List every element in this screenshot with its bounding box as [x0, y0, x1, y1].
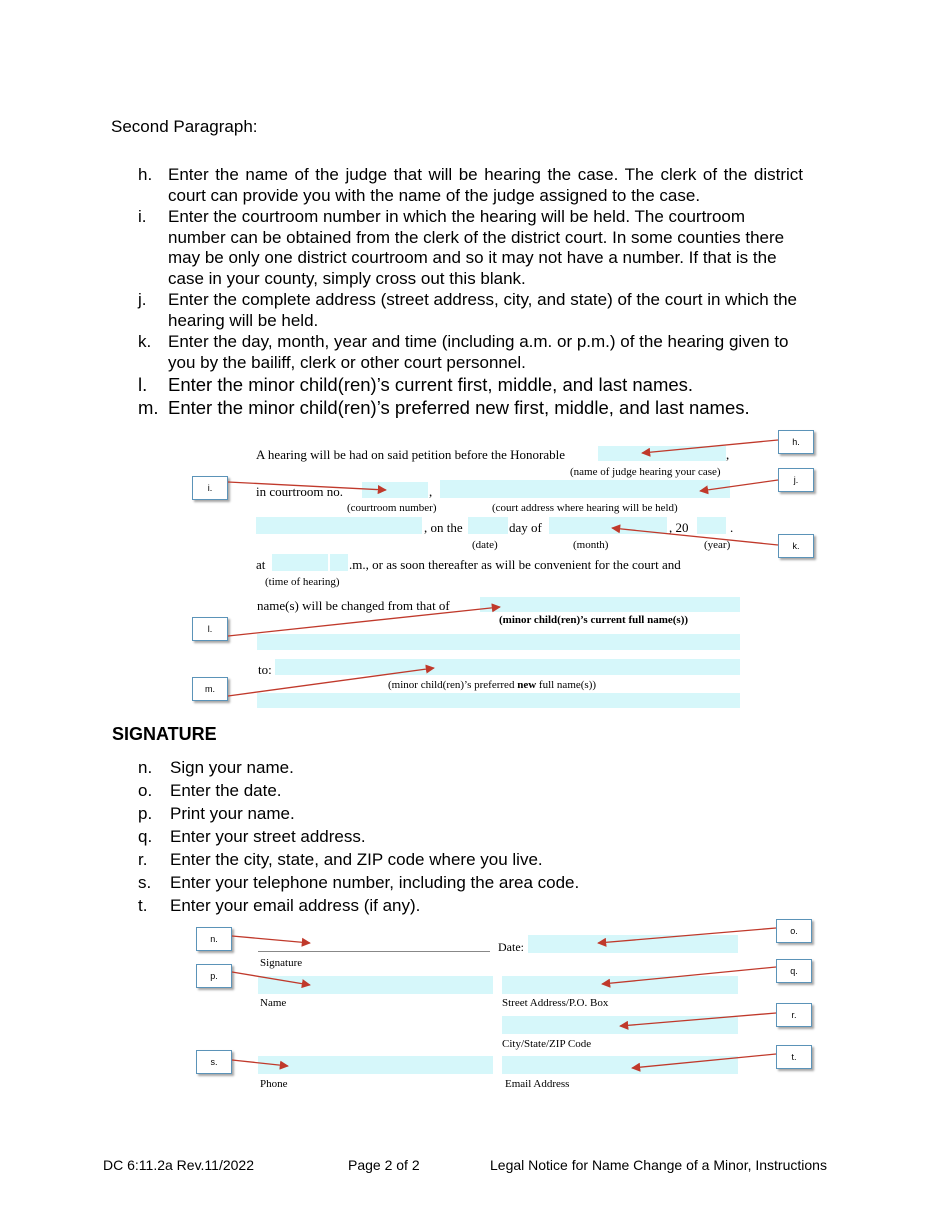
callout-k: k. [778, 534, 814, 558]
arrow-j [700, 480, 778, 491]
instruction-text: Enter the complete address (street address, city, and state) of the court in which the hearing will be held. [168, 290, 797, 330]
list-item: k. Enter the day, month, year and time (including a.m. or p.m.) of the hearing given to you by the bailiff, clerk or other court personnel. [138, 332, 789, 372]
callout-j: j. [778, 468, 814, 492]
judge-caption: (name of judge hearing your case) [570, 466, 721, 478]
list-item: l. Enter the minor child(ren)’s current first, middle, and last names. [138, 374, 694, 395]
list-item: j. Enter the complete address (street address, city, and state) of the court in which the hearing will be held. [138, 290, 797, 330]
instruction-text: Enter the minor child(ren)’s preferred new first, middle, and last names. [168, 397, 750, 418]
date-caption: (date) [472, 539, 498, 551]
arrow-s [232, 1060, 288, 1066]
callout-o: o. [776, 919, 812, 943]
list-item: t. Enter your email address (if any). [138, 896, 421, 915]
page-number: Page 2 of 2 [348, 1157, 420, 1173]
time-caption: (time of hearing) [265, 576, 340, 588]
arrow-p [232, 972, 310, 985]
list-item: q. Enter your street address. [138, 827, 366, 846]
arrow-k [612, 528, 778, 545]
list-item: m. Enter the minor child(ren)’s preferred new first, middle, and last names. [138, 397, 750, 418]
list-item: r. Enter the city, state, and ZIP code where you live. [138, 850, 543, 869]
year-caption: (year) [704, 539, 731, 551]
arrow-l [228, 607, 500, 636]
instruction-text: Enter the name of the judge that will be hearing the case. The clerk of the district court can provide you with the name of the judge assigned to the case. [168, 165, 803, 205]
courtroom-caption: (courtroom number) [347, 502, 437, 514]
hearing-text: A hearing will be had on said petition before the Honorable [256, 447, 566, 462]
list-item: n. Sign your name. [138, 758, 294, 777]
instruction-text: Enter the minor child(ren)’s current first, middle, and last names. [168, 374, 694, 395]
instruction-text: Enter the courtroom number in which the hearing will be held. The courtroom number can be obtained from the clerk of the district court. In some counties there may be only one district courtroom and so it may not have a number. If that is the case in your county, simply cross out this blank. [168, 207, 785, 288]
callout-i: i. [192, 476, 228, 500]
arrow-t [632, 1054, 776, 1068]
month-caption: (month) [573, 539, 609, 551]
footer-title: Legal Notice for Name Change of a Minor, Instructions [490, 1157, 827, 1173]
arrow-n [232, 936, 310, 943]
address-caption: (court address where hearing will be held) [492, 502, 678, 514]
list-item: h. Enter the name of the judge that will be hearing the case. The clerk of the district court can provide you with the name of the judge assigned to the case. [138, 165, 803, 205]
preferred-caption: (minor child(ren)’s preferred new full name(s)) [388, 679, 597, 691]
callout-l: l. [192, 617, 228, 641]
callout-h: h. [778, 430, 814, 454]
arrow-i [228, 482, 386, 490]
arrow-r [620, 1013, 776, 1026]
callout-t: t. [776, 1045, 812, 1069]
paragraph-heading: Second Paragraph: [111, 117, 258, 136]
callout-q: q. [776, 959, 812, 983]
list-item: i. Enter the courtroom number in which the hearing will be held. The courtroom number can be obtained from the clerk of the district court. In some counties there may be only one district courtroom and so it may not have a number. If that is the case in your county, simply cross out this blank. [138, 207, 785, 288]
arrow-o [598, 928, 776, 943]
arrow-h [642, 440, 778, 453]
list-item: o. Enter the date. [138, 781, 282, 800]
list-item: s. Enter your telephone number, including the area code. [138, 873, 580, 892]
arrow-q [602, 967, 776, 984]
form-number: DC 6:11.2a Rev.11/2022 [103, 1157, 254, 1173]
callout-m: m. [192, 677, 228, 701]
callout-n: n. [196, 927, 232, 951]
callout-r: r. [776, 1003, 812, 1027]
list-item: p. Print your name. [138, 804, 295, 823]
callout-p: p. [196, 964, 232, 988]
arrow-m [228, 668, 434, 696]
current-caption: (minor child(ren)’s current full name(s)) [499, 614, 689, 626]
callout-s: s. [196, 1050, 232, 1074]
signature-heading: SIGNATURE [112, 724, 217, 744]
courtroom-prefix: in courtroom no. [256, 484, 344, 499]
instruction-text: Enter the day, month, year and time (including a.m. or p.m.) of the hearing given to you by the bailiff, clerk or other court personnel. [168, 332, 789, 372]
